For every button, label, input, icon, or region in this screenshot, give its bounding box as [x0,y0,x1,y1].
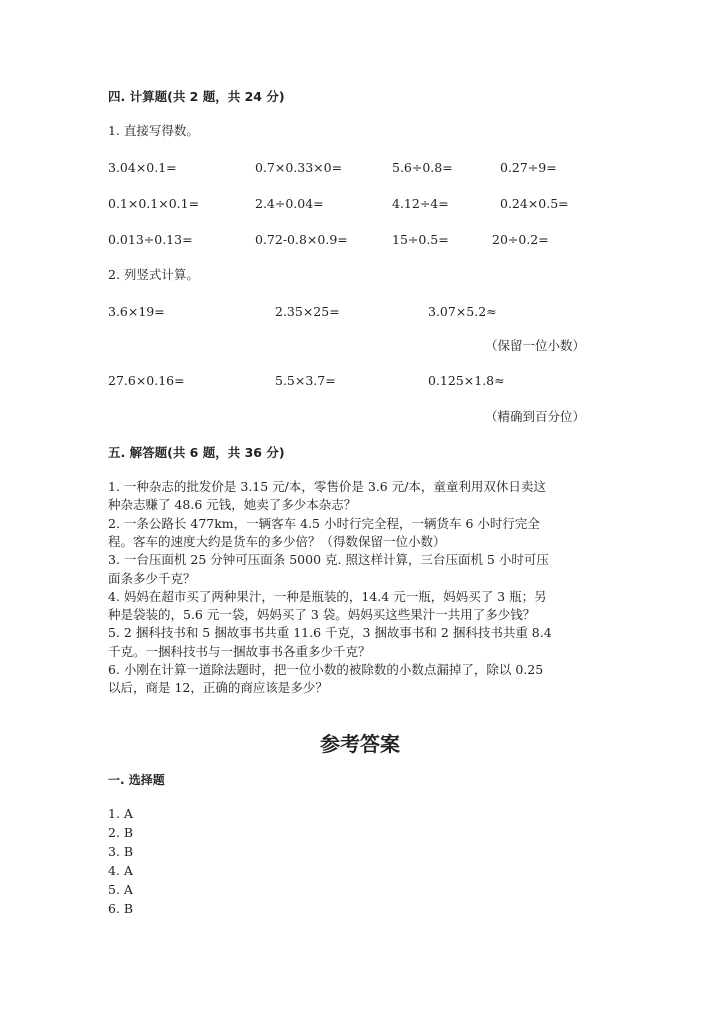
expression: 15÷0.5= [392,232,449,247]
problem-line: 3. 一台压面机 25 分钟可压面条 5000 克. 照这样计算，三台压面机 5 小时可压 [108,552,549,568]
answers-section1-heading: 一. 选择题 [108,773,165,787]
expression: 2.4÷0.04= [255,196,324,211]
expression: 5.6÷0.8= [392,160,453,175]
q2-note: （保留一位小数） [485,338,586,353]
expression: 3.6×19= [108,304,165,319]
expression: 0.013÷0.13= [108,232,193,247]
expression: 20÷0.2= [492,232,549,247]
expression: 5.5×3.7= [275,373,336,388]
expression: 0.7×0.33×0= [255,160,343,175]
problem-line: 6. 小刚在计算一道除法题时，把一位小数的被除数的小数点漏掉了，除以 0.25 [108,662,544,677]
expression: 0.24×0.5= [500,196,569,211]
expression: 0.72-0.8×0.9= [255,232,348,247]
section5-heading: 五. 解答题(共 6 题，共 36 分) [108,445,285,460]
expression: 0.1×0.1×0.1= [108,196,200,211]
answer-item: 4. A [108,863,133,878]
problem-line: 2. 一条公路长 477km，一辆客车 4.5 小时行完全程，一辆货车 6 小时行完全 [108,515,540,531]
problem-line: 面条多少千克？ [108,570,196,586]
expression: 0.125×1.8≈ [428,373,505,388]
expression: 0.27÷9= [500,160,557,175]
problem-line: 种是袋装的，5.6 元一袋，妈妈买了 3 袋。妈妈买这些果汁一共用了多少钱？ [108,607,536,623]
section4-heading: 四. 计算题(共 2 题，共 24 分) [108,89,285,104]
problem-line: 4. 妈妈在超市买了两种果汁，一种是瓶装的，14.4 元一瓶，妈妈买了 3 瓶；另 [108,588,547,604]
expression: 4.12÷4= [392,196,449,211]
q2-label: 2. 列竖式计算。 [108,267,199,282]
answer-item: 5. A [108,882,133,897]
expression: 27.6×0.16= [108,373,185,388]
expression: 3.04×0.1= [108,160,177,175]
problem-line: 千克。一捆科技书与一捆故事书各重多少千克？ [108,643,371,659]
q1-label: 1. 直接写得数。 [108,123,199,138]
problem-line: 种杂志赚了 48.6 元钱，她卖了多少本杂志？ [108,497,357,513]
expression: 2.35×25= [275,304,340,319]
problem-line: 程。客车的速度大约是货车的多少倍？（得数保留一位小数） [108,533,446,549]
expression: 3.07×5.2≈ [428,304,497,319]
answer-item: 6. B [108,901,134,916]
answer-item: 1. A [108,806,133,821]
answer-item: 3. B [108,844,134,859]
answers-title: 参考答案 [320,732,400,756]
problem-line: 1. 一种杂志的批发价是 3.15 元/本，零售价是 3.6 元/本，童童利用双休日卖这 [108,479,546,494]
q2-note: （精确到百分位） [485,409,586,424]
problem-line: 5. 2 捆科技书和 5 捆故事书共重 11.6 千克，3 捆故事书和 2 捆科技书共重 8.4 [108,625,552,641]
problem-line: 以后，商是 12，正确的商应该是多少？ [108,680,328,696]
answer-item: 2. B [108,825,134,840]
